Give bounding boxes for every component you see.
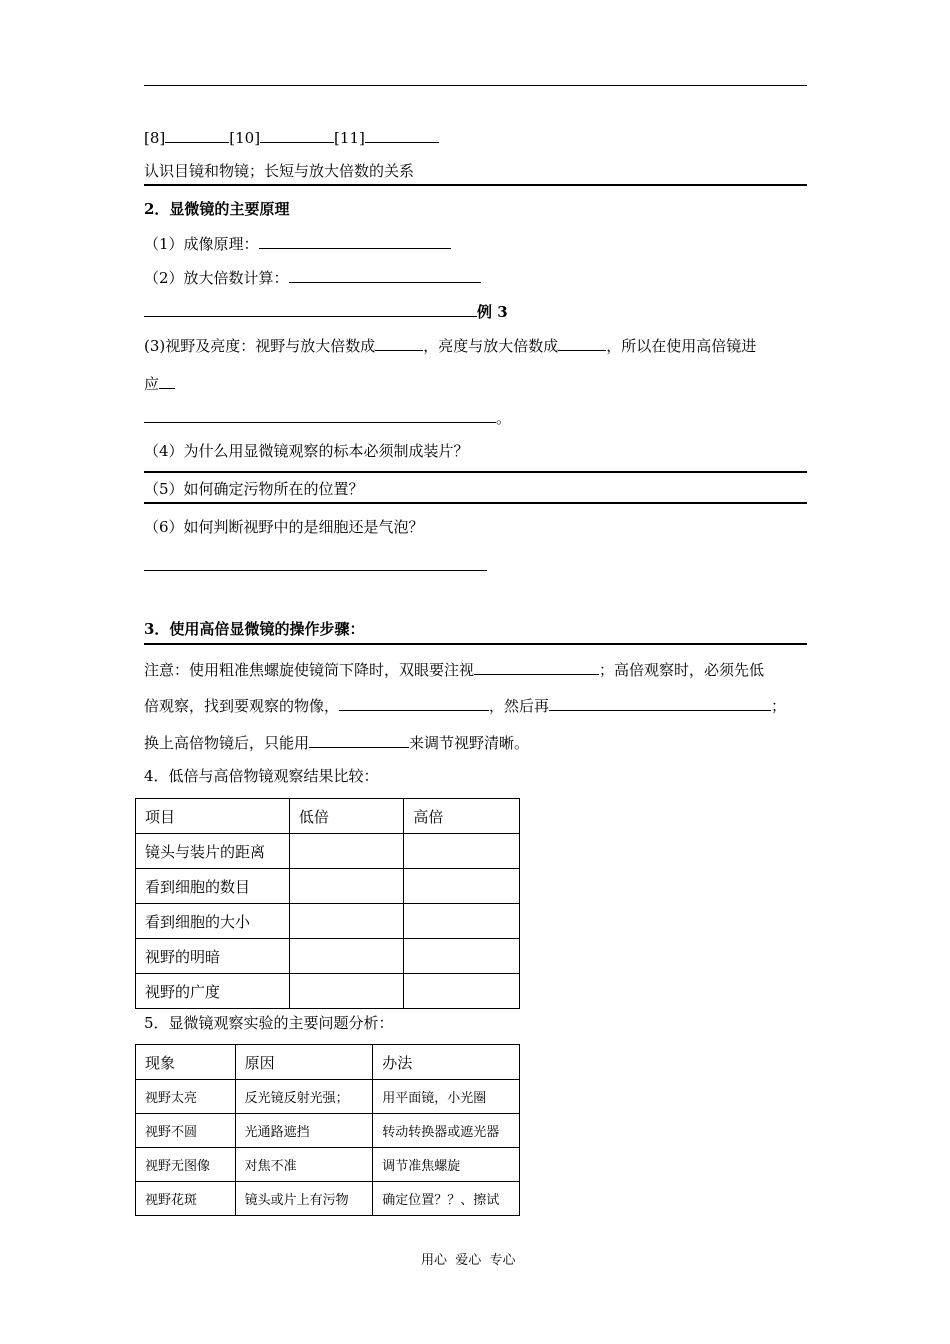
low-cell[interactable] <box>289 904 404 939</box>
row-label: 视野的明暗 <box>136 939 290 974</box>
high-cell[interactable] <box>404 974 520 1009</box>
s3-blank-4[interactable] <box>309 732 409 748</box>
table-row <box>136 974 520 1009</box>
q6-answer-line <box>144 555 487 576</box>
table-row <box>136 834 520 869</box>
high-cell[interactable] <box>404 834 520 869</box>
comparison-table <box>135 798 520 1009</box>
section3-title: 3．使用高倍显微镜的操作步骤： <box>144 620 365 638</box>
blank-11[interactable] <box>365 127 439 143</box>
q3-line-3: 。 <box>144 407 511 428</box>
low-cell[interactable] <box>289 834 404 869</box>
table-header-row <box>136 1045 520 1080</box>
section4-title: 4．低倍与高倍物镜观察结果比较： <box>144 767 379 785</box>
table-header-row <box>136 799 520 834</box>
table-row <box>136 1080 520 1114</box>
rule-4 <box>144 643 807 645</box>
header-low: 低倍 <box>289 799 404 834</box>
table-row <box>136 1148 520 1182</box>
table-row <box>136 869 520 904</box>
rule-1 <box>144 184 807 186</box>
row-label: 看到细胞的大小 <box>136 904 290 939</box>
section3-line1: 注意：使用粗准焦螺旋使镜筒下降时，双眼要注视 ；高倍观察时，必须先低 <box>144 661 765 679</box>
q4-line: （4）为什么用显微镜观察的标本必须制成装片？ <box>144 442 469 460</box>
phenomenon-cell: 视野无图像 <box>136 1148 236 1182</box>
table-row <box>136 1182 520 1216</box>
header-high: 高倍 <box>404 799 520 834</box>
solution-cell: 转动转换器或遮光器 <box>373 1114 520 1148</box>
problem-analysis-table <box>135 1044 520 1216</box>
q3-blank-2[interactable] <box>558 335 606 351</box>
q6-line: （6）如何判断视野中的是细胞还是气泡？ <box>144 518 424 536</box>
cause-cell: 反光镜反射光强； <box>235 1080 373 1114</box>
table-row <box>136 939 520 974</box>
q3-blank-3[interactable] <box>159 373 175 389</box>
low-cell[interactable] <box>289 869 404 904</box>
solution-cell: 用平面镜，小光圈 <box>373 1080 520 1114</box>
low-cell[interactable] <box>289 974 404 1009</box>
example-line <box>144 301 508 322</box>
header-cause: 原因 <box>235 1045 373 1080</box>
example-label: 例 3 <box>477 303 508 321</box>
s3-blank-3[interactable] <box>549 695 771 711</box>
blank-10[interactable] <box>260 127 334 143</box>
high-cell[interactable] <box>404 939 520 974</box>
rule-2 <box>144 471 807 473</box>
section3-line3: 换上高倍物镜后，只能用 来调节视野清晰。 <box>144 734 530 752</box>
page-footer: 用心 爱心 专心 <box>421 1253 516 1268</box>
high-cell[interactable] <box>404 904 520 939</box>
s3-blank-2[interactable] <box>339 695 489 711</box>
solution-cell: 调节准焦螺旋 <box>373 1148 520 1182</box>
rule-3 <box>144 502 807 504</box>
row-label: 视野的广度 <box>136 974 290 1009</box>
cause-cell: 镜头或片上有污物 <box>235 1182 373 1216</box>
high-cell[interactable] <box>404 869 520 904</box>
q3-blank-4[interactable] <box>144 407 496 423</box>
table-row <box>136 1114 520 1148</box>
q5-line: （5）如何确定污物所在的位置？ <box>144 480 364 498</box>
intro-line: 认识目镜和物镜；长短与放大倍数的关系 <box>144 162 415 180</box>
q1-line: （1）成像原理： <box>144 233 451 254</box>
phenomenon-cell: 视野太亮 <box>136 1080 236 1114</box>
section2-title: 2．显微镜的主要原理 <box>144 200 290 218</box>
section3-line2: 倍观察，找到要观察的物像， ，然后再 ； <box>144 697 787 715</box>
q2-blank[interactable] <box>289 267 481 283</box>
q3-line-2: 应 <box>144 373 175 394</box>
cause-cell: 对焦不准 <box>235 1148 373 1182</box>
blank-8[interactable] <box>165 127 229 143</box>
row-label: 看到细胞的数目 <box>136 869 290 904</box>
phenomenon-cell: 视野花斑 <box>136 1182 236 1216</box>
q6-blank[interactable] <box>144 555 487 571</box>
section5-title: 5．显微镜观察实验的主要问题分析： <box>144 1014 394 1032</box>
header-item: 项目 <box>136 799 290 834</box>
header-phenomenon: 现象 <box>136 1045 236 1080</box>
q1-blank[interactable] <box>259 233 451 249</box>
row-label: 镜头与装片的距离 <box>136 834 290 869</box>
table-row <box>136 904 520 939</box>
answer-blanks-line: [8] [10] [11] <box>144 127 439 148</box>
top-rule <box>144 85 807 86</box>
header-solution: 办法 <box>373 1045 520 1080</box>
cause-cell: 光通路遮挡 <box>235 1114 373 1148</box>
phenomenon-cell: 视野不圆 <box>136 1114 236 1148</box>
q3-blank-1[interactable] <box>375 335 423 351</box>
s3-blank-1[interactable] <box>474 659 599 675</box>
q2-line: （2）放大倍数计算： <box>144 267 481 288</box>
low-cell[interactable] <box>289 939 404 974</box>
solution-cell: 确定位置？？、擦试 <box>373 1182 520 1216</box>
q2-continuation-blank[interactable] <box>144 301 477 317</box>
q3-line: (3)视野及亮度：视野与放大倍数成 ，亮度与放大倍数成 ，所以在使用高倍镜进 <box>144 337 757 355</box>
